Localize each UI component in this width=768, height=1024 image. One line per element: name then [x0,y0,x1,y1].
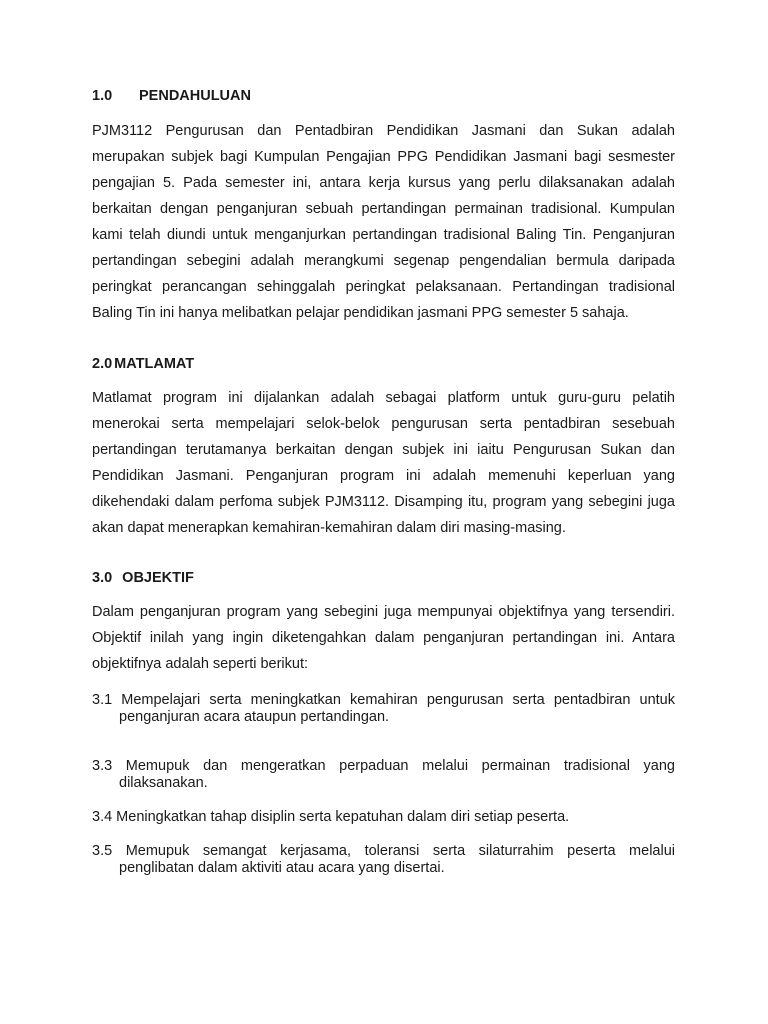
section-heading-matlamat [92,354,675,374]
section-title: OBJEKTIF [122,570,194,586]
section-title: PENDAHULUAN [139,88,251,104]
list-item: 3.4 Meningkatkan tahap disiplin serta kepatuhan dalam diri setiap peserta. [92,809,570,825]
section-number: 3.0 [92,570,113,586]
section-number: 2.0 [92,356,113,372]
section-heading-pendahuluan [92,86,675,106]
list-item: 3.5 Memupuk semangat kerjasama, toleransi serta silaturrahim peserta melalui penglibatan dalam aktiviti atau acara yang disertai. [92,843,675,876]
section-heading-objektif [92,568,675,588]
document-body [92,86,675,877]
section-number: 1.0 [92,88,113,104]
section-paragraph-objektif: Dalam penganjuran program yang sebegini juga mempunyai objektifnya yang tersendiri. Objektif inilah yang ingin diketengahkan dalam penganjuran pertandingan ini. Antara objektifnya adalah seperti berikut: [92,604,675,672]
section-paragraph-matlamat: Matlamat program ini dijalankan adalah sebagai platform untuk guru-guru pelatih menerokai serta mempelajari selok-belok pengurusan serta pentadbiran sesebuah pertandingan terutamanya berkaitan dengan subjek ini iaitu Pengurusan Sukan dan Pendidikan Jasmani. Penganjuran program ini adalah memenuhi keperluan yang dikehendaki dalam perfoma subjek PJM3112. Disamping itu, program yang sebegini juga akan dapat menerapkan kemahiran-kemahiran dalam diri masing-masing. [92,390,675,536]
list-item: 3.1 Mempelajari serta meningkatkan kemahiran pengurusan serta pentadbiran untuk penganjuran acara ataupun pertandingan. [92,692,675,725]
list-item: 3.3 Memupuk dan mengeratkan perpaduan melalui permainan tradisional yang dilaksanakan. [92,758,675,791]
section-paragraph-pendahuluan: PJM3112 Pengurusan dan Pentadbiran Pendidikan Jasmani dan Sukan adalah merupakan subjek bagi Kumpulan Pengajian PPG Pendidikan Jasmani bagi sesmester pengajian 5. Pada semester ini, antara kerja kursus yang perlu dilaksanakan adalah berkaitan dengan penganjuran sebuah pertandingan permainan tradisional. Kumpulan kami telah diundi untuk menganjurkan pertandingan tradisional Baling Tin. Penganjuran pertandingan sebegini adalah merangkumi segenap pengendalian bermula daripada peringkat perancangan sehinggalah peringkat pelaksanaan. Pertandingan tradisional Baling Tin ini hanya melibatkan pelajar pendidikan jasmani PPG semester 5 sahaja. [92,123,675,321]
section-title: MATLAMAT [114,356,195,372]
